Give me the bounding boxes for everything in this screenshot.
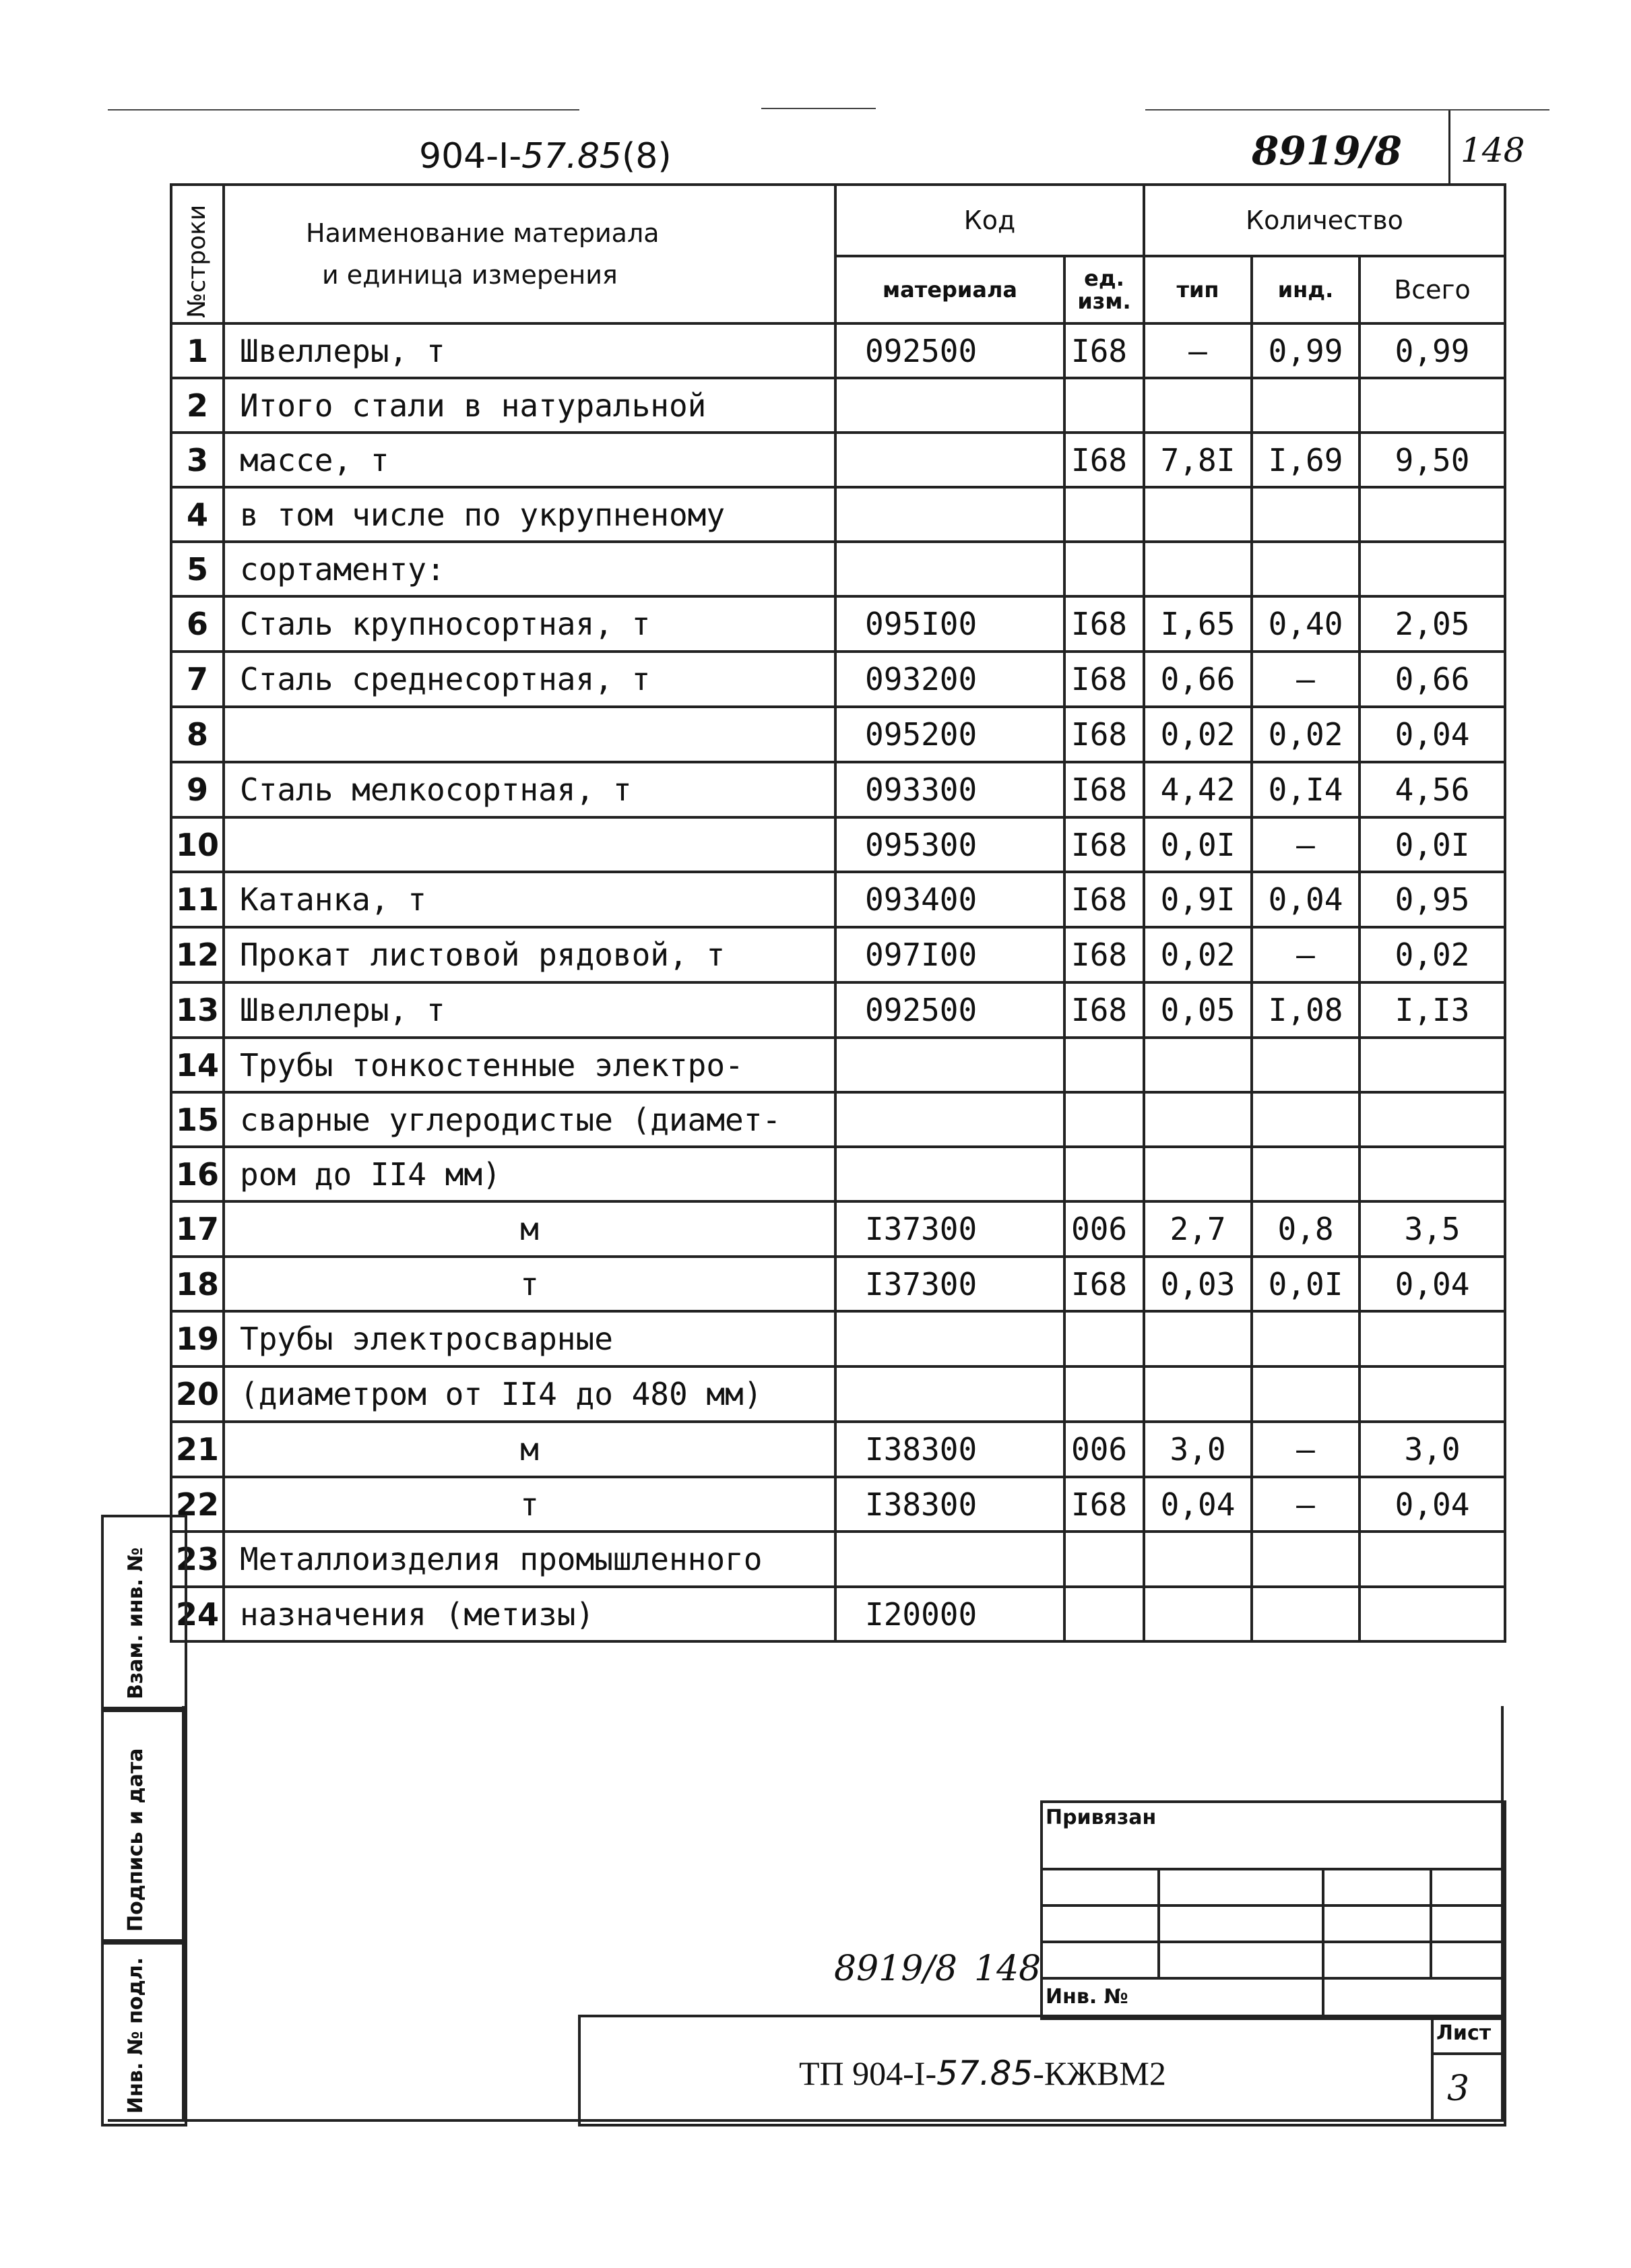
- material-code-cell: [835, 1532, 1064, 1587]
- row-number-cell: 19: [171, 1311, 224, 1366]
- sheet-handwritten: 148: [1461, 131, 1525, 170]
- side-box-inv-replaced: [101, 1515, 187, 1712]
- qty-total-cell: 0,66: [1360, 652, 1505, 707]
- qty-total-cell: 3,0: [1360, 1422, 1505, 1477]
- material-name-cell: Металлоизделия промышленного: [224, 1532, 835, 1587]
- qty-ind-cell: –: [1252, 1422, 1360, 1477]
- unit-code-cell: [1064, 1092, 1144, 1147]
- stamp-sheet-number: 3: [1447, 2069, 1470, 2109]
- qty-type-cell: 0,0I: [1144, 817, 1252, 872]
- stamp-sheet-label: Лист: [1436, 2021, 1492, 2045]
- material-code-cell: [835, 1311, 1064, 1366]
- row-number-cell: 4: [171, 487, 224, 542]
- row-number-cell: 10: [171, 817, 224, 872]
- qty-total-cell: 0,04: [1360, 1257, 1505, 1311]
- qty-ind-cell: [1252, 1366, 1360, 1422]
- unit-code-cell: I68: [1064, 762, 1144, 817]
- qty-total-cell: 0,0I: [1360, 817, 1505, 872]
- qty-ind-cell: [1252, 1532, 1360, 1587]
- material-name-cell: Швеллеры, т: [224, 323, 835, 378]
- qty-ind-cell: 0,8: [1252, 1201, 1360, 1257]
- unit-code-cell: [1064, 1311, 1144, 1366]
- qty-type-cell: 0,02: [1144, 927, 1252, 982]
- qty-ind-cell: 0,0I: [1252, 1257, 1360, 1311]
- material-name-cell: [224, 707, 835, 762]
- qty-type-cell: [1144, 378, 1252, 433]
- qty-ind-cell: [1252, 542, 1360, 596]
- table-row: [171, 1038, 1505, 1092]
- material-code-cell: 093200: [835, 652, 1064, 707]
- qty-total-cell: 0,95: [1360, 872, 1505, 927]
- side-box-inv-original: [101, 1939, 187, 2127]
- qty-total-cell: [1360, 1038, 1505, 1092]
- stamp-sheet-divider: [1431, 2015, 1434, 2121]
- material-name-cell: Итого стали в натуральной: [224, 378, 835, 433]
- qty-ind-cell: –: [1252, 817, 1360, 872]
- unit-code-cell: I68: [1064, 596, 1144, 652]
- row-number-cell: 1: [171, 323, 224, 378]
- material-code-cell: [835, 1366, 1064, 1422]
- table-row: [171, 1366, 1505, 1422]
- top-border-line: [1145, 109, 1549, 111]
- qty-total-cell: 0,04: [1360, 1477, 1505, 1532]
- table-row: [171, 1257, 1505, 1311]
- material-code-cell: [835, 542, 1064, 596]
- table-row: [171, 542, 1505, 596]
- material-name-cell: Катанка, т: [224, 872, 835, 927]
- material-code-cell: [835, 487, 1064, 542]
- unit-code-cell: [1064, 378, 1144, 433]
- qty-type-cell: [1144, 1038, 1252, 1092]
- table-row: [171, 1587, 1505, 1641]
- material-name-cell: Сталь среднесортная, т: [224, 652, 835, 707]
- stamp-handwritten-sheet: 148: [974, 1949, 1042, 1989]
- unit-code-cell: [1064, 487, 1144, 542]
- qty-total-cell: 3,5: [1360, 1201, 1505, 1257]
- qty-ind-cell: –: [1252, 652, 1360, 707]
- table-row: [171, 323, 1505, 378]
- table-row: [171, 1532, 1505, 1587]
- qty-type-cell: 0,04: [1144, 1477, 1252, 1532]
- stamp-vline: [1430, 1868, 1432, 1977]
- qty-type-cell: 2,7: [1144, 1201, 1252, 1257]
- material-name-header: [224, 185, 835, 323]
- unit-code-cell: I68: [1064, 1257, 1144, 1311]
- material-name-cell: [224, 817, 835, 872]
- row-number-cell: 7: [171, 652, 224, 707]
- stamp-line: [1040, 1977, 1501, 1980]
- qty-ind-cell: 0,40: [1252, 596, 1360, 652]
- row-number-cell: 24: [171, 1587, 224, 1641]
- material-name-cell: т: [224, 1257, 835, 1311]
- unit-code-cell: I68: [1064, 982, 1144, 1038]
- table-row: [171, 1092, 1505, 1147]
- material-code-cell: [835, 1092, 1064, 1147]
- unit-code-cell: [1064, 1038, 1144, 1092]
- qty-total-cell: I,I3: [1360, 982, 1505, 1038]
- qty-type-cell: [1144, 1147, 1252, 1201]
- top-border-line: [761, 108, 876, 109]
- table-row: [171, 817, 1505, 872]
- row-number-cell: 16: [171, 1147, 224, 1201]
- qty-total-cell: [1360, 1587, 1505, 1641]
- material-name-cell: Сталь мелкосортная, т: [224, 762, 835, 817]
- material-name-cell: сортаменту:: [224, 542, 835, 596]
- qty-type-cell: –: [1144, 323, 1252, 378]
- row-number-cell: 6: [171, 596, 224, 652]
- qty-type-cell: 0,02: [1144, 707, 1252, 762]
- quantity-header: Количество: [1144, 185, 1505, 256]
- row-number-cell: 20: [171, 1366, 224, 1422]
- table-row: [171, 872, 1505, 927]
- row-number-header-label: №строки: [183, 204, 211, 318]
- qty-ind-cell: 0,02: [1252, 707, 1360, 762]
- qty-type-cell: 4,42: [1144, 762, 1252, 817]
- material-code-cell: I37300: [835, 1257, 1064, 1311]
- unit-code-cell: [1064, 1147, 1144, 1201]
- handwritten-code: 8919/8: [1252, 128, 1402, 174]
- qty-total-cell: [1360, 1366, 1505, 1422]
- qty-type-cell: [1144, 542, 1252, 596]
- qty-ind-cell: [1252, 1587, 1360, 1641]
- qty-type-cell: [1144, 1366, 1252, 1422]
- material-name-cell: т: [224, 1477, 835, 1532]
- code-unit-header-line1: ед.: [1084, 265, 1124, 291]
- material-name-cell: массе, т: [224, 433, 835, 487]
- unit-code-cell: I68: [1064, 927, 1144, 982]
- row-number-cell: 9: [171, 762, 224, 817]
- material-name-header-line1: Наименование материала: [306, 218, 660, 248]
- qty-total-cell: 0,99: [1360, 323, 1505, 378]
- table-row: [171, 707, 1505, 762]
- table-row: [171, 433, 1505, 487]
- material-code-cell: I20000: [835, 1587, 1064, 1641]
- qty-type-cell: [1144, 1092, 1252, 1147]
- qty-total-cell: [1360, 487, 1505, 542]
- qty-total-cell: [1360, 1532, 1505, 1587]
- qty-total-cell: 0,02: [1360, 927, 1505, 982]
- material-name-cell: Прокат листовой рядовой, т: [224, 927, 835, 982]
- code-header: Код: [835, 185, 1144, 256]
- stamp-sheet-divider-h: [1431, 2052, 1501, 2055]
- qty-type-cell: 3,0: [1144, 1422, 1252, 1477]
- qty-type-cell: 7,8I: [1144, 433, 1252, 487]
- material-name-cell: Швеллеры, т: [224, 982, 835, 1038]
- row-number-cell: 18: [171, 1257, 224, 1311]
- qty-type-cell: 0,9I: [1144, 872, 1252, 927]
- table-row: [171, 1422, 1505, 1477]
- qty-type-cell: 0,66: [1144, 652, 1252, 707]
- unit-code-cell: I68: [1064, 1477, 1144, 1532]
- table-row: [171, 1147, 1505, 1201]
- unit-code-cell: 006: [1064, 1422, 1144, 1477]
- qty-ind-cell: I,08: [1252, 982, 1360, 1038]
- document-designation: ТП 904-I-57.85-КЖВМ2: [799, 2054, 1166, 2093]
- code-unit-header-line2: изм.: [1077, 288, 1131, 314]
- table-row: [171, 378, 1505, 433]
- unit-code-cell: 006: [1064, 1201, 1144, 1257]
- side-box-signature: [101, 1707, 187, 1945]
- qty-ind-cell: [1252, 378, 1360, 433]
- material-name-cell: м: [224, 1201, 835, 1257]
- material-name-cell: (диаметром от II4 до 480 мм): [224, 1366, 835, 1422]
- material-name-cell: назначения (метизы): [224, 1587, 835, 1641]
- material-code-cell: 095300: [835, 817, 1064, 872]
- row-number-header: [171, 185, 224, 323]
- qty-type-header: тип: [1144, 256, 1252, 323]
- unit-code-cell: I68: [1064, 323, 1144, 378]
- stamp-handwritten-inv: 8919/8: [834, 1949, 957, 1989]
- row-number-cell: 12: [171, 927, 224, 982]
- material-code-cell: [835, 1038, 1064, 1092]
- row-number-cell: 14: [171, 1038, 224, 1092]
- qty-type-cell: I,65: [1144, 596, 1252, 652]
- qty-total-cell: [1360, 378, 1505, 433]
- unit-code-cell: [1064, 542, 1144, 596]
- qty-ind-cell: [1252, 1092, 1360, 1147]
- material-code-cell: 097I00: [835, 927, 1064, 982]
- unit-code-cell: [1064, 1587, 1144, 1641]
- side-label-inv-replaced: Взам. инв. №: [124, 1547, 148, 1699]
- table-row: [171, 487, 1505, 542]
- table-row: [171, 982, 1505, 1038]
- qty-ind-cell: [1252, 1311, 1360, 1366]
- unit-code-cell: I68: [1064, 872, 1144, 927]
- table-row: [171, 762, 1505, 817]
- code-material-header: материала: [835, 256, 1064, 323]
- material-code-cell: 093400: [835, 872, 1064, 927]
- unit-code-cell: I68: [1064, 652, 1144, 707]
- material-code-cell: I37300: [835, 1201, 1064, 1257]
- material-code-cell: [835, 378, 1064, 433]
- table-body: [171, 323, 1505, 1641]
- qty-total-cell: [1360, 1092, 1505, 1147]
- stamp-vline: [1322, 1868, 1324, 2015]
- unit-code-cell: [1064, 1366, 1144, 1422]
- material-name-cell: сварные углеродистые (диамет-: [224, 1092, 835, 1147]
- material-code-cell: [835, 1147, 1064, 1201]
- qty-type-cell: 0,03: [1144, 1257, 1252, 1311]
- table-row: [171, 652, 1505, 707]
- qty-type-cell: [1144, 1311, 1252, 1366]
- qty-total-cell: 2,05: [1360, 596, 1505, 652]
- qty-type-cell: [1144, 487, 1252, 542]
- document-code: 904-I-57.85(8): [419, 136, 672, 177]
- qty-total-cell: [1360, 1311, 1505, 1366]
- materials-table: [170, 183, 1506, 1643]
- stamp-attached-label: Привязан: [1046, 1806, 1157, 1829]
- material-code-cell: 095200: [835, 707, 1064, 762]
- table-row: [171, 1311, 1505, 1366]
- row-number-cell: 23: [171, 1532, 224, 1587]
- qty-total-cell: [1360, 1147, 1505, 1201]
- qty-type-cell: [1144, 1532, 1252, 1587]
- qty-type-cell: 0,05: [1144, 982, 1252, 1038]
- qty-ind-cell: [1252, 1038, 1360, 1092]
- qty-ind-cell: 0,04: [1252, 872, 1360, 927]
- code-unit-header: [1064, 256, 1144, 323]
- row-number-cell: 11: [171, 872, 224, 927]
- material-code-cell: I38300: [835, 1477, 1064, 1532]
- table-row: [171, 596, 1505, 652]
- row-number-cell: 15: [171, 1092, 224, 1147]
- qty-type-cell: [1144, 1587, 1252, 1641]
- unit-code-cell: I68: [1064, 707, 1144, 762]
- row-number-cell: 13: [171, 982, 224, 1038]
- material-code-cell: [835, 433, 1064, 487]
- material-code-cell: 093300: [835, 762, 1064, 817]
- row-number-cell: 17: [171, 1201, 224, 1257]
- material-name-header-line2: и единица измерения: [322, 260, 618, 290]
- stamp-vline: [1157, 1868, 1160, 1977]
- qty-ind-cell: 0,99: [1252, 323, 1360, 378]
- material-code-cell: 095I00: [835, 596, 1064, 652]
- qty-ind-cell: [1252, 1147, 1360, 1201]
- material-code-cell: I38300: [835, 1422, 1064, 1477]
- unit-code-cell: [1064, 1532, 1144, 1587]
- qty-ind-cell: –: [1252, 1477, 1360, 1532]
- qty-ind-header: инд.: [1252, 256, 1360, 323]
- row-number-cell: 5: [171, 542, 224, 596]
- unit-code-cell: I68: [1064, 817, 1144, 872]
- stamp-inv-label: Инв. №: [1046, 1985, 1128, 2009]
- unit-code-cell: I68: [1064, 433, 1144, 487]
- qty-ind-cell: –: [1252, 927, 1360, 982]
- qty-total-cell: 4,56: [1360, 762, 1505, 817]
- row-number-cell: 21: [171, 1422, 224, 1477]
- material-name-cell: Трубы тонкостенные электро-: [224, 1038, 835, 1092]
- header-separator: [1448, 111, 1450, 185]
- table-row: [171, 927, 1505, 982]
- row-number-cell: 8: [171, 707, 224, 762]
- qty-ind-cell: 0,I4: [1252, 762, 1360, 817]
- row-number-cell: 22: [171, 1477, 224, 1532]
- material-code-cell: 092500: [835, 323, 1064, 378]
- material-code-cell: 092500: [835, 982, 1064, 1038]
- top-border-line: [108, 109, 579, 111]
- side-label-inv-original: Инв. № подл.: [124, 1957, 148, 2114]
- row-number-cell: 2: [171, 378, 224, 433]
- qty-total-cell: 9,50: [1360, 433, 1505, 487]
- qty-total-cell: [1360, 542, 1505, 596]
- side-label-signature: Подпись и дата: [124, 1748, 148, 1932]
- row-number-cell: 3: [171, 433, 224, 487]
- material-name-cell: в том числе по укрупненому: [224, 487, 835, 542]
- table-row: [171, 1201, 1505, 1257]
- material-name-cell: Трубы электросварные: [224, 1311, 835, 1366]
- qty-ind-cell: [1252, 487, 1360, 542]
- table-row: [171, 1477, 1505, 1532]
- material-name-cell: ром до II4 мм): [224, 1147, 835, 1201]
- qty-total-cell: 0,04: [1360, 707, 1505, 762]
- qty-total-header: Всего: [1360, 256, 1505, 323]
- qty-ind-cell: I,69: [1252, 433, 1360, 487]
- material-name-cell: м: [224, 1422, 835, 1477]
- material-name-cell: Сталь крупносортная, т: [224, 596, 835, 652]
